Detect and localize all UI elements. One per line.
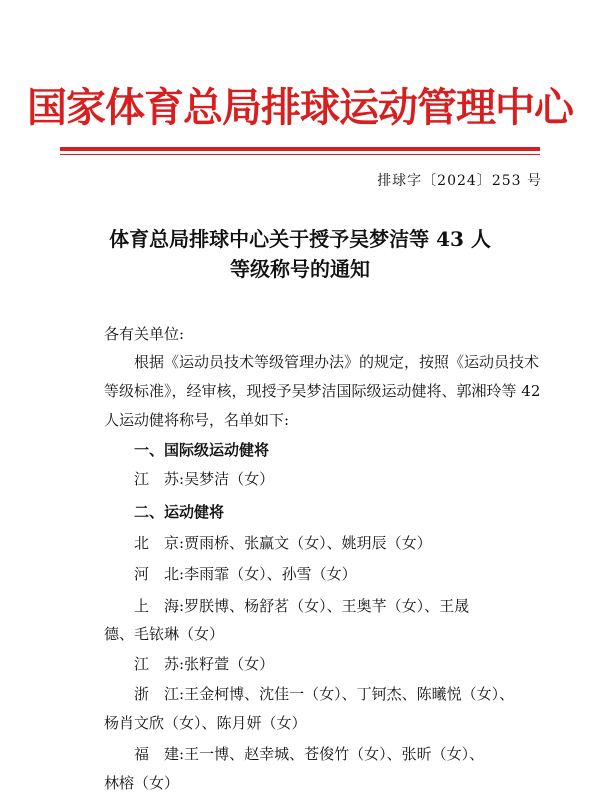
province-label: 北 京: — [134, 534, 185, 552]
document-title — [0, 224, 600, 284]
letterhead-title: 国家体育总局排球运动管理中心 — [27, 85, 573, 131]
letterhead — [0, 78, 600, 138]
letterhead-divider-thick — [60, 147, 540, 151]
salutation: 各有关单位: — [104, 325, 185, 343]
section-heading: 二、运动健将 — [134, 503, 225, 521]
document-title-line-2: 等级称号的通知 — [230, 257, 370, 281]
province-label: 江 苏: — [134, 470, 185, 488]
list-item-continuation: 林榕（女） — [104, 774, 180, 792]
document-number: 排球字〔2024〕253 号 — [377, 173, 542, 189]
list-item — [134, 650, 544, 679]
letterhead-divider-thin — [60, 154, 540, 155]
list-item — [134, 680, 544, 709]
province-label: 浙 江: — [134, 685, 185, 703]
intro-paragraph: 根据《运动员技术等级管理办法》的规定，按照《运动员技术等级标准》，经审核，现授予吴梦洁国际级运动健将、郭湘玲等 42 人运动健将称号，名单如下: — [104, 353, 541, 429]
list-item — [134, 740, 544, 769]
list-item — [134, 560, 544, 589]
athlete-names: 王一博、赵幸城、苍俊竹（女）、张昕（女）、 — [184, 745, 485, 763]
province-label: 上 海: — [134, 597, 185, 615]
athlete-names: 王金柯博、沈佳一（女）、丁钶杰、陈曦悦（女）、 — [184, 685, 515, 703]
athlete-names: 李雨霏（女）、孙雪（女） — [184, 565, 357, 583]
list-item — [134, 465, 544, 494]
athlete-names: 贾雨桥、张赢文（女）、姚玥辰（女） — [184, 534, 432, 552]
list-item — [134, 592, 544, 621]
athlete-names: 张籽萱（女） — [184, 655, 275, 673]
list-item — [134, 529, 544, 558]
document-title-line-1: 体育总局排球中心关于授予吴梦洁等 43 人 — [109, 227, 491, 251]
province-label: 河 北: — [134, 565, 185, 583]
list-item-continuation: 德、毛铱琳（女） — [104, 625, 225, 643]
province-label: 江 苏: — [134, 655, 185, 673]
athlete-names: 罗朕博、杨舒茗（女）、王奥芊（女）、王晟 — [184, 597, 470, 615]
athlete-names: 吴梦洁（女） — [184, 470, 275, 488]
section-heading: 一、国际级运动健将 — [134, 441, 270, 459]
list-item-continuation: 杨肖文欣（女）、陈月妍（女） — [104, 714, 307, 732]
province-label: 福 建: — [134, 745, 185, 763]
